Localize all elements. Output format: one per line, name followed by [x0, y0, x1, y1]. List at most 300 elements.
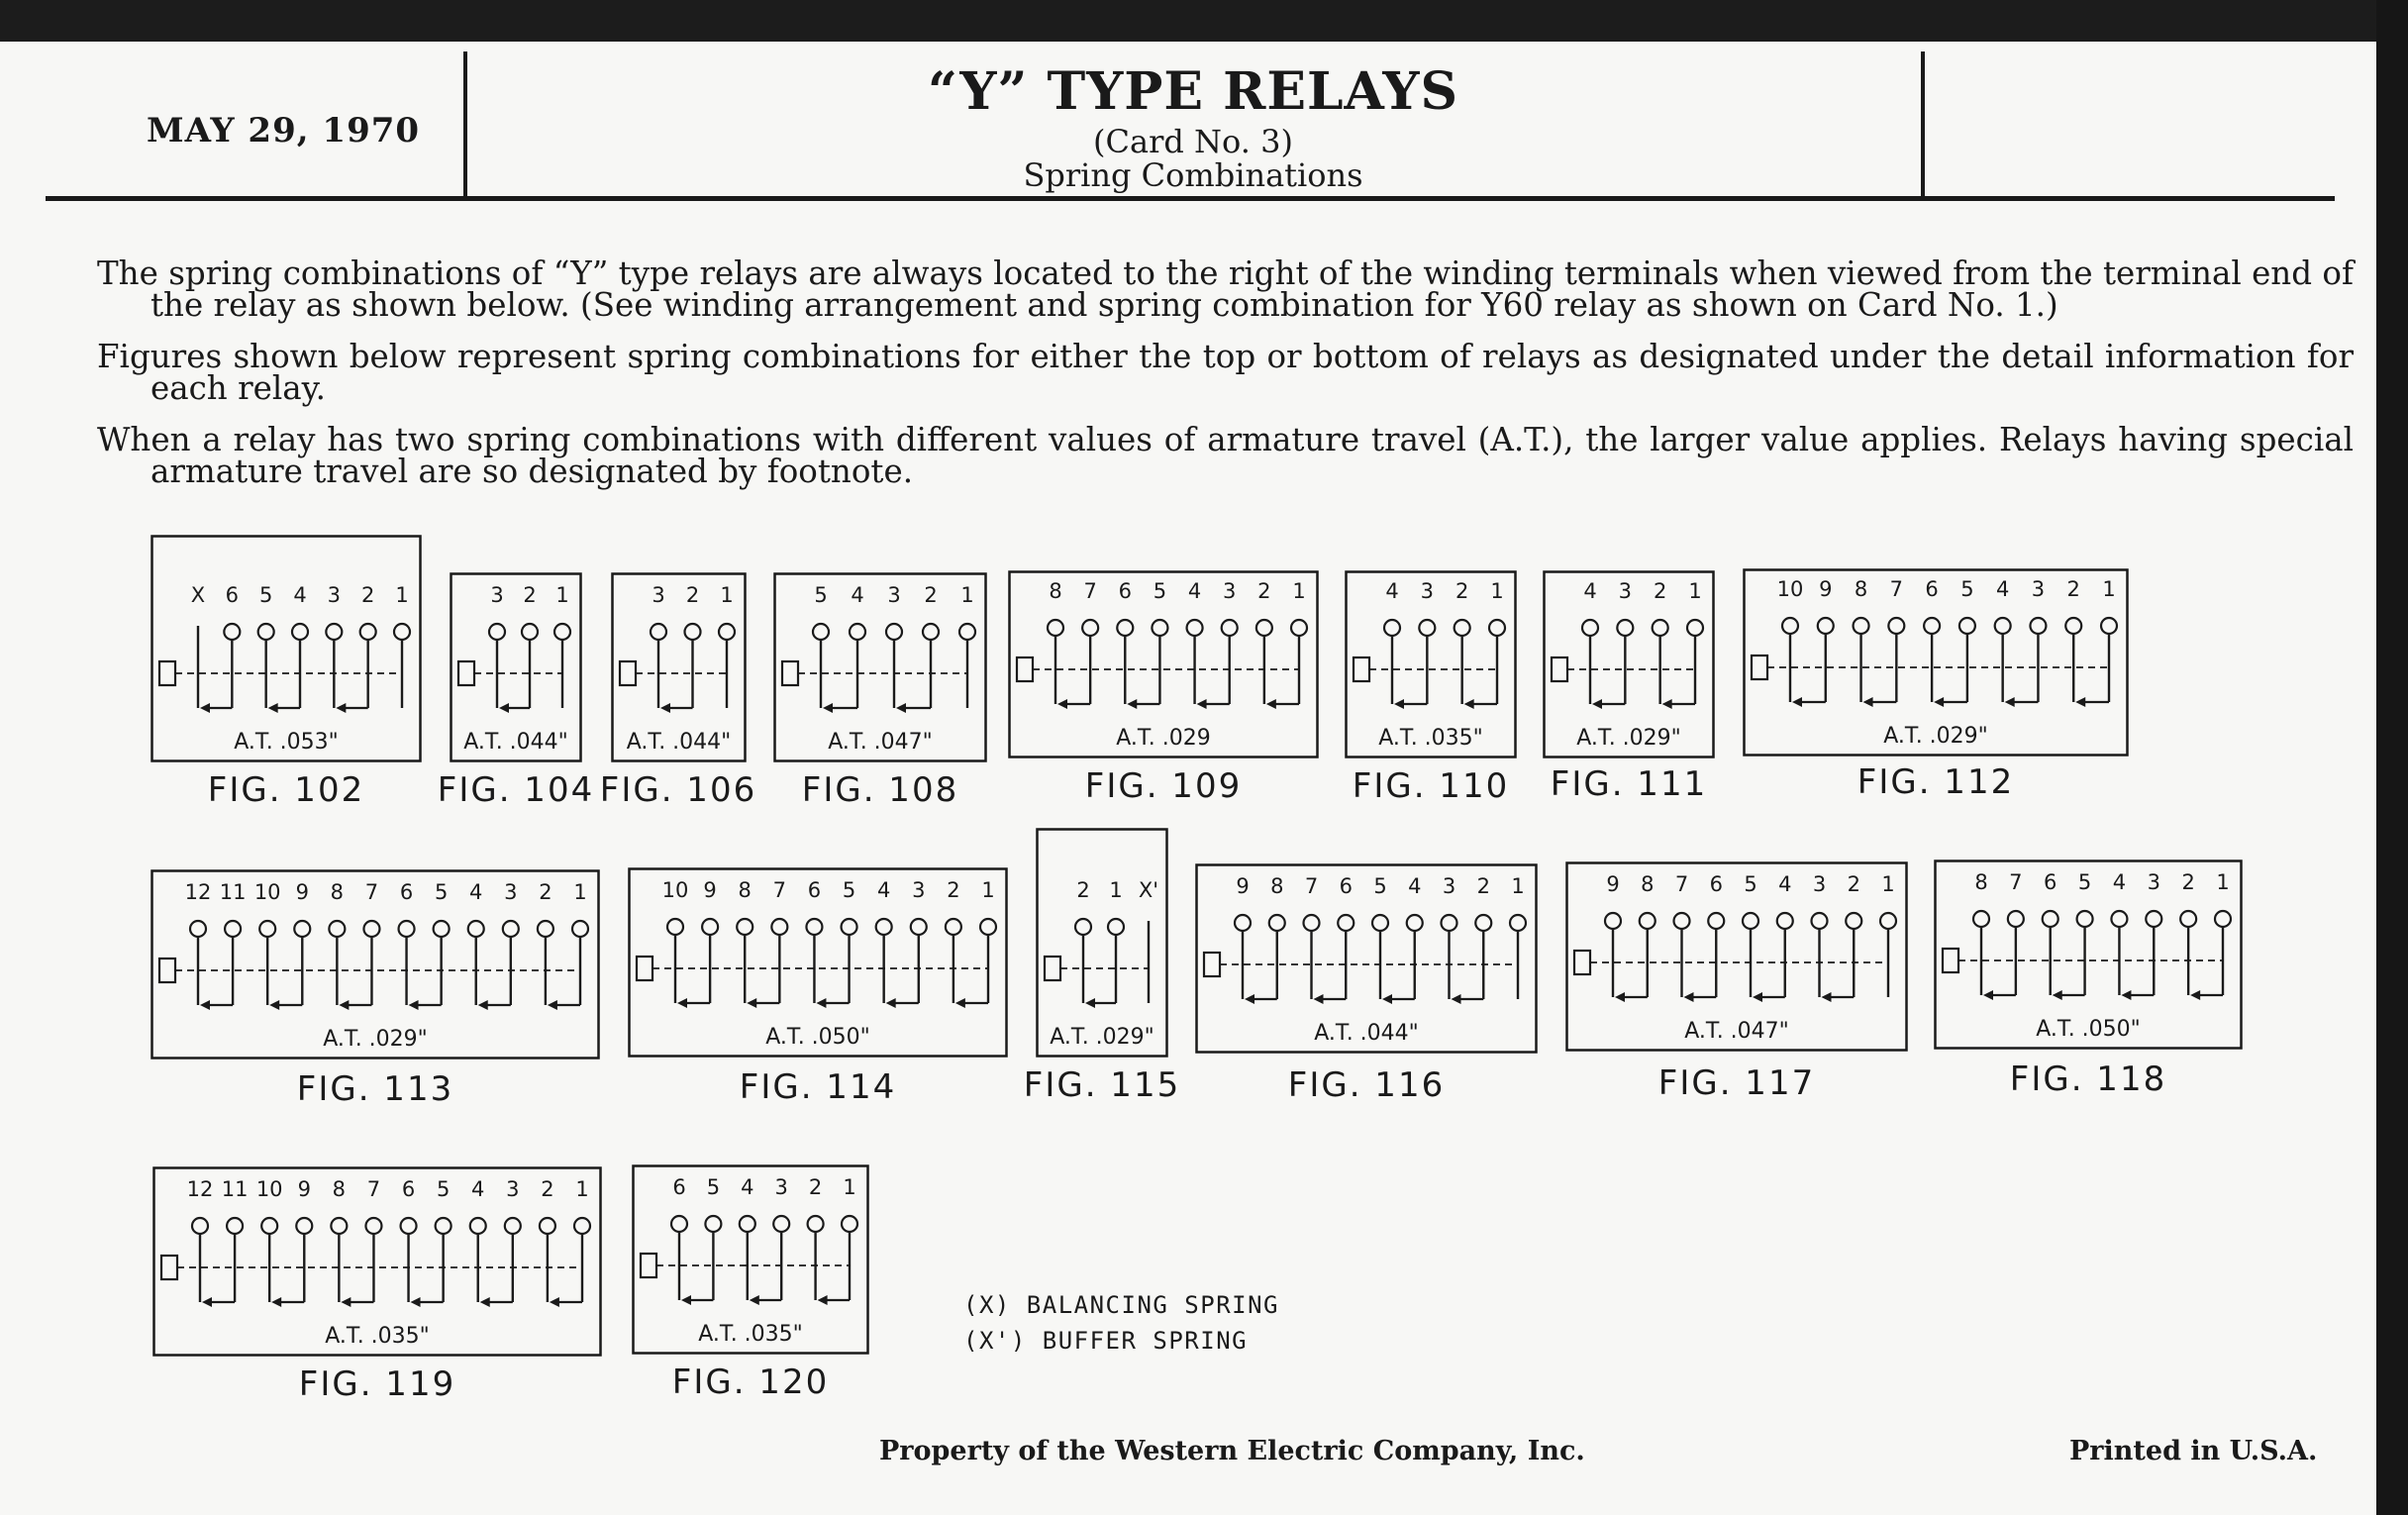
fig-108-label: FIG. 108	[801, 770, 959, 810]
fig-109-terminal	[1256, 620, 1272, 636]
fig-116-spring-number: 5	[1373, 874, 1387, 898]
fig-120-terminal	[773, 1216, 789, 1232]
fig-108-contact-arrow	[896, 703, 906, 713]
fig-114-contact-arrow	[955, 998, 965, 1008]
fig-113-spring-number: 6	[399, 880, 414, 904]
background-edge	[2376, 0, 2408, 1515]
fig-117-terminal	[1880, 913, 1896, 929]
fig-114-terminal	[842, 919, 857, 935]
fig-110-label: FIG. 110	[1352, 766, 1510, 806]
fig-116-terminal	[1475, 915, 1491, 931]
fig-117-coil	[1574, 951, 1590, 974]
fig-114-spring-number: 3	[912, 878, 926, 902]
fig-120-armature-travel: A.T. .035"	[698, 1322, 803, 1347]
fig-120-terminal	[808, 1216, 824, 1232]
fig-113-contact-arrow	[339, 1000, 349, 1010]
fig-115-coil	[1045, 957, 1060, 980]
fig-118-contact-arrow	[2053, 990, 2062, 1000]
fig-102-terminal	[394, 624, 410, 640]
fig-115-diagram	[1036, 828, 1168, 1058]
fig-108-armature-travel: A.T. .047"	[828, 730, 933, 755]
fig-113-terminal	[468, 921, 484, 937]
fig-114-label: FIG. 114	[739, 1067, 897, 1107]
fig-117-spring-number: 6	[1709, 872, 1723, 896]
fig-109-contact-arrow	[1057, 699, 1067, 709]
fig-116-spring-number: 6	[1339, 874, 1353, 898]
fig-112-coil	[1752, 656, 1767, 679]
legend-balancing-spring: (X) BALANCING SPRING	[963, 1291, 1279, 1319]
fig-112-terminal	[1854, 618, 1869, 634]
fig-117-terminal	[1708, 913, 1724, 929]
fig-110-coil	[1354, 657, 1369, 681]
fig-116-label: FIG. 116	[1287, 1065, 1446, 1105]
fig-120-coil	[641, 1254, 656, 1277]
fig-109-terminal	[1222, 620, 1238, 636]
fig-117-spring-number: 2	[1847, 872, 1860, 896]
fig-108-spring-number: 5	[814, 583, 828, 607]
fig-111-terminal	[1617, 620, 1633, 636]
fig-117-contact-arrow	[1753, 992, 1762, 1002]
fig-110-terminal	[1489, 620, 1505, 636]
fig-112-terminal	[1818, 618, 1834, 634]
fig-116-terminal	[1235, 915, 1251, 931]
fig-104-terminal	[489, 624, 505, 640]
fig-118-terminal	[2043, 911, 2058, 927]
fig-114-contact-arrow	[886, 998, 896, 1008]
fig-102-terminal	[326, 624, 342, 640]
fig-112-spring-number: 6	[1925, 577, 1939, 601]
fig-113-contact-arrow	[200, 1000, 210, 1010]
fig-120-spring-number: 3	[774, 1175, 788, 1199]
fig-119-contact-arrow	[341, 1297, 351, 1307]
fig-114-terminal	[667, 919, 683, 935]
page-title: “Y” TYPE RELAYS	[928, 61, 1458, 122]
fig-114-terminal	[737, 919, 752, 935]
fig-104-label: FIG. 104	[437, 770, 595, 810]
fig-110-terminal	[1419, 620, 1435, 636]
fig-112-spring-number: 5	[1960, 577, 1974, 601]
fig-116-terminal	[1407, 915, 1423, 931]
fig-118-spring-number: 3	[2147, 870, 2160, 894]
fig-110-contact-arrow	[1394, 699, 1404, 709]
fig-119-spring-number: 4	[471, 1177, 485, 1201]
fig-119-spring-number: 9	[297, 1177, 311, 1201]
fig-113-terminal	[294, 921, 310, 937]
fig-118-contact-arrow	[2190, 990, 2200, 1000]
fig-106-contact-arrow	[660, 703, 670, 713]
fig-117-armature-travel: A.T. .047"	[1684, 1019, 1789, 1044]
fig-113-spring-number: 5	[434, 880, 449, 904]
fig-113-terminal	[190, 921, 206, 937]
fig-104-terminal	[522, 624, 538, 640]
fig-102-terminal	[292, 624, 308, 640]
fig-110-terminal	[1455, 620, 1470, 636]
fig-112-terminal	[1782, 618, 1798, 634]
fig-114-terminal	[771, 919, 787, 935]
fig-119-terminal	[574, 1218, 590, 1234]
fig-109-terminal	[1048, 620, 1063, 636]
fig-116-contact-arrow	[1452, 994, 1461, 1004]
fig-110-spring-number: 2	[1455, 579, 1469, 603]
fig-118-terminal	[1973, 911, 1989, 927]
fig-119-contact-arrow	[550, 1297, 559, 1307]
fig-116-coil	[1204, 953, 1220, 976]
fig-113-spring-number: 1	[573, 880, 587, 904]
fig-118-terminal	[2077, 911, 2093, 927]
fig-117-spring-number: 4	[1778, 872, 1792, 896]
fig-115-contact-arrow	[1085, 998, 1095, 1008]
fig-109-diagram	[1008, 570, 1319, 758]
fig-106-label: FIG. 106	[599, 770, 757, 810]
fig-113-spring-number: 2	[539, 880, 552, 904]
fig-110-contact-arrow	[1464, 699, 1474, 709]
fig-113-terminal	[572, 921, 588, 937]
fig-113-terminal	[434, 921, 450, 937]
fig-117-spring-number: 7	[1674, 872, 1689, 896]
fig-106-diagram	[611, 572, 747, 762]
fig-114-spring-number: 2	[947, 878, 960, 902]
fig-116-diagram	[1195, 863, 1538, 1054]
card-date: MAY 29, 1970	[147, 111, 421, 151]
fig-112-spring-number: 7	[1889, 577, 1904, 601]
fig-119-terminal	[331, 1218, 347, 1234]
fig-106-coil	[620, 661, 636, 685]
fig-116-spring-number: 7	[1304, 874, 1319, 898]
fig-119-spring-number: 8	[332, 1177, 347, 1201]
fig-112-terminal	[2101, 618, 2117, 634]
fig-119-terminal	[365, 1218, 381, 1234]
fig-113-terminal	[503, 921, 519, 937]
fig-120-spring-number: 5	[706, 1175, 721, 1199]
fig-111-coil	[1552, 657, 1567, 681]
fig-102-coil	[159, 661, 175, 685]
fig-102-spring-number: 5	[258, 583, 273, 607]
page-subtitle: Spring Combinations	[1023, 156, 1363, 194]
fig-102-terminal	[360, 624, 376, 640]
fig-112-terminal	[1959, 618, 1975, 634]
fig-109-spring-number: 8	[1049, 579, 1062, 603]
fig-119-contact-arrow	[480, 1297, 490, 1307]
fig-115-spring-number: X'	[1138, 878, 1159, 902]
fig-102-spring-number: 3	[327, 583, 342, 607]
fig-120-contact-arrow	[750, 1295, 759, 1305]
fig-109-spring-number: 7	[1083, 579, 1097, 603]
fig-108-terminal	[850, 624, 865, 640]
fig-113-contact-arrow	[548, 1000, 557, 1010]
fig-106-terminal	[651, 624, 666, 640]
fig-117-contact-arrow	[1822, 992, 1832, 1002]
fig-108-spring-number: 3	[887, 583, 901, 607]
fig-115-terminal	[1075, 919, 1091, 935]
fig-111-spring-number: 3	[1618, 579, 1633, 603]
fig-114-spring-number: 9	[703, 878, 717, 902]
fig-113-contact-arrow	[409, 1000, 419, 1010]
fig-120-spring-number: 4	[741, 1175, 754, 1199]
fig-119-spring-number: 12	[186, 1177, 214, 1201]
fig-102-spring-number: 1	[395, 583, 409, 607]
fig-113-coil	[159, 959, 175, 982]
fig-119-spring-number: 5	[436, 1177, 451, 1201]
fig-109-contact-arrow	[1266, 699, 1276, 709]
fig-102-contact-arrow	[268, 703, 278, 713]
fig-108-coil	[782, 661, 798, 685]
fig-113-spring-number: 12	[184, 880, 212, 904]
fig-118-armature-travel: A.T. .050"	[2036, 1017, 2141, 1042]
fig-116-spring-number: 2	[1476, 874, 1490, 898]
fig-114-spring-number: 6	[807, 878, 822, 902]
fig-120-spring-number: 1	[843, 1175, 856, 1199]
fig-109-terminal	[1082, 620, 1098, 636]
fig-109-terminal	[1291, 620, 1307, 636]
fig-119-spring-number: 6	[401, 1177, 416, 1201]
fig-112-armature-travel: A.T. .029"	[1883, 724, 1988, 749]
header-divider-right	[1921, 51, 1925, 200]
fig-109-terminal	[1152, 620, 1167, 636]
fig-109-spring-number: 3	[1223, 579, 1237, 603]
fig-119-terminal	[296, 1218, 312, 1234]
fig-112-contact-arrow	[1863, 697, 1873, 707]
fig-116-contact-arrow	[1382, 994, 1392, 1004]
fig-118-spring-number: 5	[2077, 870, 2092, 894]
fig-119-armature-travel: A.T. .035"	[325, 1324, 430, 1349]
fig-115-spring-number: 1	[1109, 878, 1123, 902]
fig-110-spring-number: 1	[1490, 579, 1504, 603]
fig-119-spring-number: 11	[221, 1177, 249, 1201]
fig-104-armature-travel: A.T. .044"	[463, 730, 568, 755]
fig-119-contact-arrow	[202, 1297, 212, 1307]
fig-115-spring-number: 2	[1076, 878, 1090, 902]
fig-114-spring-number: 8	[738, 878, 752, 902]
fig-111-diagram	[1543, 570, 1715, 758]
fig-117-terminal	[1846, 913, 1861, 929]
fig-113-diagram	[150, 869, 600, 1060]
fig-109-spring-number: 2	[1257, 579, 1271, 603]
fig-114-spring-number: 10	[661, 878, 689, 902]
fig-116-spring-number: 4	[1408, 874, 1422, 898]
fig-120-terminal	[705, 1216, 721, 1232]
fig-119-terminal	[227, 1218, 243, 1234]
fig-119-spring-number: 3	[506, 1177, 520, 1201]
fig-109-armature-travel: A.T. .029	[1116, 726, 1211, 751]
fig-112-spring-number: 3	[2031, 577, 2046, 601]
fig-119-terminal	[540, 1218, 555, 1234]
footer-property: Property of the Western Electric Company, Inc.	[879, 1436, 1585, 1466]
fig-108-terminal	[886, 624, 902, 640]
fig-112-contact-arrow	[1792, 697, 1802, 707]
fig-113-terminal	[225, 921, 241, 937]
fig-109-spring-number: 6	[1118, 579, 1132, 603]
fig-106-terminal	[685, 624, 701, 640]
fig-113-contact-arrow	[478, 1000, 488, 1010]
fig-102-spring-number: 6	[225, 583, 240, 607]
fig-113-spring-number: 11	[219, 880, 247, 904]
fig-104-spring-number: 2	[523, 583, 537, 607]
fig-102-label: FIG. 102	[207, 770, 365, 810]
fig-114-contact-arrow	[816, 998, 826, 1008]
fig-119-spring-number: 2	[541, 1177, 554, 1201]
fig-116-terminal	[1510, 915, 1526, 931]
fig-120-spring-number: 6	[672, 1175, 686, 1199]
fig-118-coil	[1943, 949, 1958, 972]
fig-119-spring-number: 7	[366, 1177, 381, 1201]
footer-printed: Printed in U.S.A.	[2069, 1436, 2318, 1466]
fig-112-terminal	[2030, 618, 2046, 634]
fig-119-label: FIG. 119	[298, 1364, 456, 1404]
fig-113-spring-number: 7	[364, 880, 379, 904]
fig-113-spring-number: 3	[504, 880, 518, 904]
fig-106-spring-number: 1	[720, 583, 734, 607]
fig-113-terminal	[538, 921, 553, 937]
fig-117-terminal	[1743, 913, 1758, 929]
fig-115-label: FIG. 115	[1023, 1065, 1181, 1105]
fig-114-contact-arrow	[677, 998, 687, 1008]
fig-114-terminal	[980, 919, 996, 935]
fig-112-spring-number: 9	[1819, 577, 1833, 601]
fig-119-terminal	[436, 1218, 452, 1234]
fig-116-spring-number: 3	[1442, 874, 1456, 898]
fig-113-contact-arrow	[269, 1000, 279, 1010]
fig-106-spring-number: 2	[685, 583, 700, 607]
fig-118-terminal	[2146, 911, 2161, 927]
fig-102-frame	[152, 537, 421, 761]
fig-109-spring-number: 1	[1292, 579, 1306, 603]
fig-119-terminal	[470, 1218, 486, 1234]
fig-114-terminal	[806, 919, 822, 935]
fig-112-label: FIG. 112	[1856, 762, 2015, 802]
fig-112-spring-number: 8	[1854, 577, 1868, 601]
fig-116-spring-number: 1	[1511, 874, 1525, 898]
fig-120-spring-number: 2	[808, 1175, 823, 1199]
fig-102-contact-arrow	[200, 703, 210, 713]
fig-102-spring-number: 2	[360, 583, 375, 607]
fig-104-contact-arrow	[499, 703, 509, 713]
fig-106-terminal	[719, 624, 735, 640]
fig-111-label: FIG. 111	[1550, 764, 1708, 804]
intro-paragraph-3: When a relay has two spring combinations with different values of armature travel (A.T.), the larger value applies. Relays having special armature travel are so designated by footnote.	[97, 421, 2354, 490]
fig-112-terminal	[2065, 618, 2081, 634]
fig-104-spring-number: 1	[555, 583, 569, 607]
fig-116-contact-arrow	[1245, 994, 1254, 1004]
fig-109-spring-number: 5	[1153, 579, 1167, 603]
fig-111-spring-number: 1	[1688, 579, 1702, 603]
fig-108-spring-number: 4	[851, 583, 864, 607]
fig-115-terminal	[1108, 919, 1124, 935]
fig-108-diagram	[773, 572, 987, 762]
fig-118-spring-number: 6	[2044, 870, 2057, 894]
fig-102-spring-number: X	[190, 583, 206, 607]
fig-102-contact-arrow	[336, 703, 346, 713]
fig-108-terminal	[813, 624, 829, 640]
fig-111-terminal	[1653, 620, 1668, 636]
fig-117-spring-number: 3	[1812, 872, 1827, 896]
fig-110-armature-travel: A.T. .035"	[1378, 726, 1483, 751]
fig-120-label: FIG. 120	[671, 1363, 830, 1402]
fig-113-spring-number: 9	[295, 880, 309, 904]
fig-108-terminal	[923, 624, 939, 640]
fig-106-spring-number: 3	[652, 583, 665, 607]
fig-117-spring-number: 5	[1744, 872, 1757, 896]
fig-109-terminal	[1187, 620, 1203, 636]
fig-120-terminal	[740, 1216, 755, 1232]
fig-112-terminal	[1888, 618, 1904, 634]
fig-102-terminal	[258, 624, 274, 640]
fig-109-contact-arrow	[1197, 699, 1207, 709]
fig-106-armature-travel: A.T. .044"	[626, 730, 732, 755]
fig-112-contact-arrow	[1934, 697, 1944, 707]
fig-114-spring-number: 4	[876, 878, 891, 902]
fig-114-spring-number: 7	[772, 878, 787, 902]
fig-117-diagram	[1565, 861, 1908, 1052]
fig-118-spring-number: 7	[2009, 870, 2023, 894]
intro-paragraph-1: The spring combinations of “Y” type relays are always located to the right of the winding terminals when viewed from the terminal end of the relay as shown below. (See winding arrangement and spring combination for Y60 relay as shown on Card No. 1.)	[97, 254, 2354, 324]
fig-108-spring-number: 1	[960, 583, 974, 607]
fig-118-terminal	[2215, 911, 2231, 927]
fig-120-terminal	[671, 1216, 687, 1232]
fig-117-contact-arrow	[1684, 992, 1694, 1002]
fig-114-terminal	[876, 919, 892, 935]
fig-113-armature-travel: A.T. .029"	[323, 1027, 428, 1052]
fig-117-spring-number: 9	[1606, 872, 1620, 896]
intro-paragraph-2: Figures shown below represent spring combinations for either the top or bottom of relays as designated under the detail information for each relay.	[97, 338, 2354, 407]
fig-102-armature-travel: A.T. .053"	[234, 730, 339, 755]
fig-111-contact-arrow	[1592, 699, 1602, 709]
fig-102-diagram	[150, 535, 422, 762]
fig-117-spring-number: 8	[1641, 872, 1655, 896]
fig-114-spring-number: 5	[842, 878, 856, 902]
fig-109-contact-arrow	[1127, 699, 1137, 709]
fig-112-spring-number: 1	[2102, 577, 2116, 601]
fig-104-spring-number: 3	[490, 583, 504, 607]
fig-114-armature-travel: A.T. .050"	[765, 1025, 870, 1050]
fig-113-terminal	[363, 921, 379, 937]
fig-112-spring-number: 2	[2066, 577, 2080, 601]
fig-111-terminal	[1582, 620, 1598, 636]
fig-120-contact-arrow	[818, 1295, 828, 1305]
fig-119-contact-arrow	[271, 1297, 281, 1307]
fig-118-terminal	[2180, 911, 2196, 927]
fig-110-diagram	[1345, 570, 1517, 758]
fig-119-spring-number: 1	[575, 1177, 589, 1201]
fig-114-terminal	[911, 919, 927, 935]
fig-118-spring-number: 1	[2216, 870, 2230, 894]
fig-112-spring-number: 4	[1995, 577, 2010, 601]
fig-113-terminal	[329, 921, 345, 937]
fig-120-diagram	[632, 1164, 869, 1355]
fig-118-spring-number: 4	[2112, 870, 2127, 894]
fig-114-terminal	[946, 919, 961, 935]
fig-112-terminal	[1924, 618, 1940, 634]
fig-109-label: FIG. 109	[1084, 766, 1243, 806]
fig-111-spring-number: 4	[1583, 579, 1597, 603]
fig-112-contact-arrow	[2005, 697, 2015, 707]
fig-116-terminal	[1269, 915, 1285, 931]
fig-120-contact-arrow	[681, 1295, 691, 1305]
fig-118-contact-arrow	[1983, 990, 1993, 1000]
fig-112-contact-arrow	[2075, 697, 2085, 707]
fig-108-terminal	[959, 624, 975, 640]
fig-117-terminal	[1674, 913, 1690, 929]
fig-116-terminal	[1304, 915, 1320, 931]
fig-104-diagram	[450, 572, 582, 762]
fig-112-diagram	[1743, 568, 2129, 757]
fig-113-spring-number: 8	[330, 880, 345, 904]
fig-118-spring-number: 2	[2181, 870, 2195, 894]
fig-104-coil	[458, 661, 474, 685]
fig-120-terminal	[842, 1216, 857, 1232]
fig-113-terminal	[259, 921, 275, 937]
fig-119-coil	[161, 1256, 177, 1279]
fig-117-terminal	[1777, 913, 1793, 929]
